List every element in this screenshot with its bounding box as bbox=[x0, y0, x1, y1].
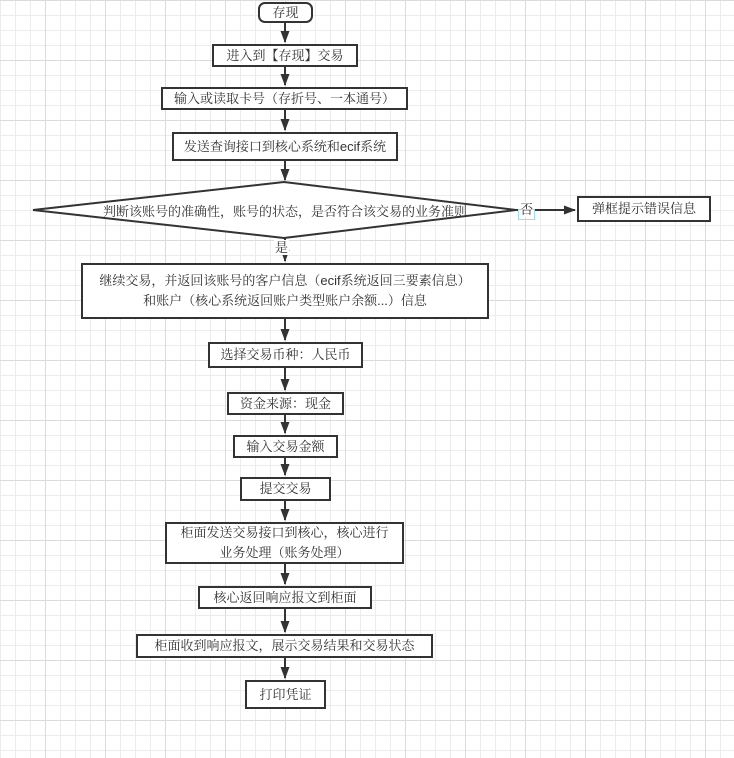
edge-label-no-text: 否 bbox=[520, 202, 534, 217]
node-read-card-number[interactable]: 输入或读取卡号（存折号、一本通号） bbox=[161, 87, 408, 110]
node-line: 业务处理（账务处理） bbox=[219, 545, 350, 560]
node-error-popup[interactable]: 弹框提示错误信息 bbox=[577, 196, 711, 222]
node-submit-transaction[interactable]: 提交交易 bbox=[240, 477, 331, 501]
node-line: 继续交易，并返回该账号的客户信息（ecif系统返回三要素信息） bbox=[99, 272, 471, 288]
node-enter-transaction[interactable]: 进入到【存现】交易 bbox=[212, 44, 358, 67]
no-label-highlight bbox=[518, 209, 535, 220]
node-select-currency[interactable]: 选择交易币种：人民币 bbox=[208, 342, 363, 368]
node-decision-label[interactable]: 判断该账号的准确性，账号的状态，是否符合该交易的业务准则 bbox=[102, 203, 467, 219]
node-send-query-interface[interactable]: 发送查询接口到核心系统和ecif系统 bbox=[172, 132, 398, 161]
edge-label-yes[interactable]: 是 bbox=[275, 240, 289, 255]
node-core-processing[interactable] bbox=[165, 522, 404, 564]
node-line: 和账户（核心系统返回账户类型账户余额...）信息 bbox=[143, 293, 427, 308]
node-enter-amount[interactable]: 输入交易金额 bbox=[233, 435, 338, 458]
node-line: 柜面发送交易接口到核心，核心进行 bbox=[180, 524, 389, 540]
node-core-response[interactable]: 核心返回响应报文到柜面 bbox=[198, 586, 372, 609]
edge-label-no[interactable] bbox=[519, 202, 534, 217]
node-continue-transaction[interactable] bbox=[81, 263, 489, 319]
node-start[interactable]: 存现 bbox=[258, 2, 313, 23]
node-fund-source[interactable]: 资金来源：现金 bbox=[227, 392, 344, 415]
node-show-result[interactable]: 柜面收到响应报文，展示交易结果和交易状态 bbox=[136, 634, 433, 658]
node-print-receipt[interactable]: 打印凭证 bbox=[245, 680, 326, 709]
